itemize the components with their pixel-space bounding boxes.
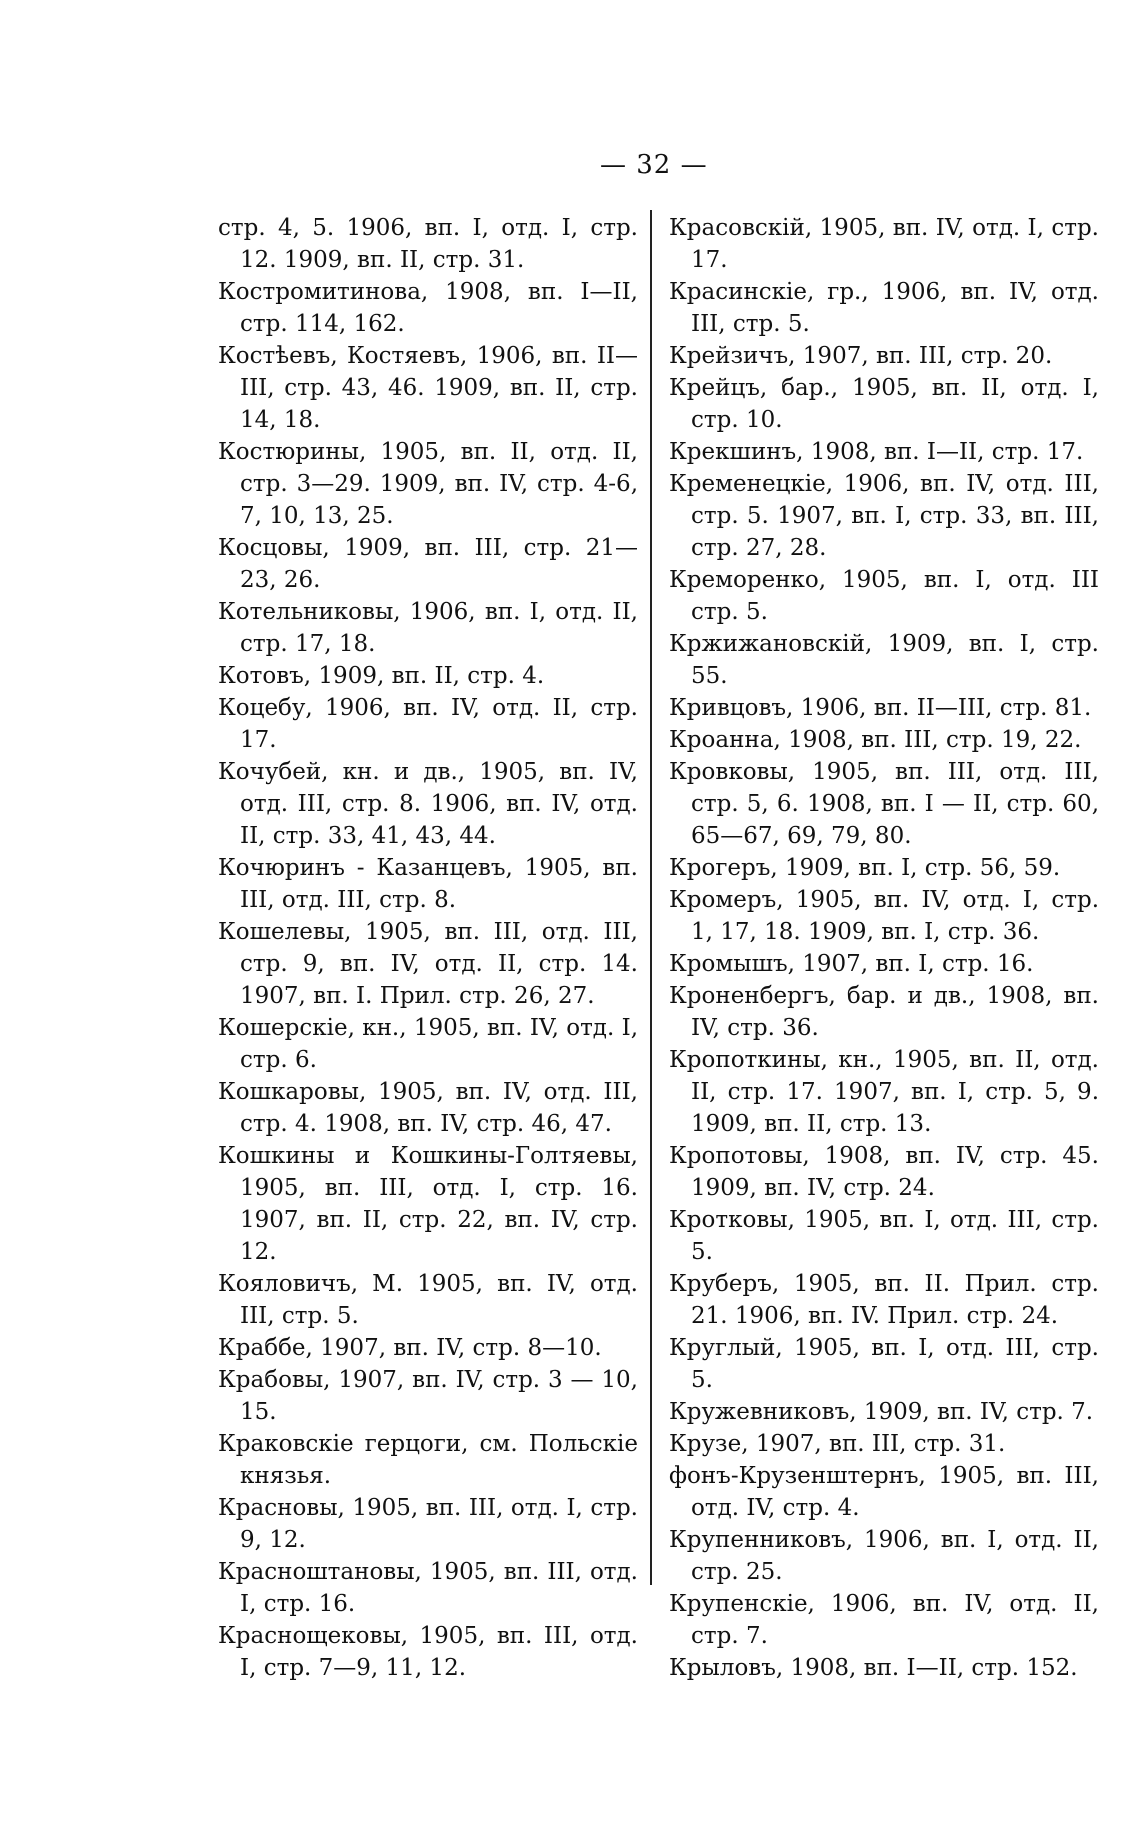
index-entry: Коцебу, 1906, вп. IV, отд. II, стр. 17. bbox=[218, 695, 638, 753]
index-entry: Крейзичъ, 1907, вп. III, стр. 20. bbox=[669, 343, 1053, 369]
index-entry: Костѣевъ, Костяевъ, 1906, вп. II—III, стр. 43, 46. 1909, вп. II, стр. 14, 18. bbox=[218, 343, 638, 433]
index-entry: Кружевниковъ, 1909, вп. IV, стр. 7. bbox=[669, 1399, 1094, 1425]
index-entry: Кошерскіе, кн., 1905, вп. IV, отд. I, стр. 6. bbox=[218, 1015, 638, 1073]
index-entry: Кочубей, кн. и дв., 1905, вп. IV, отд. III, стр. 8. 1906, вп. IV, отд. II, стр. 33, 41, 43, 44. bbox=[218, 759, 638, 849]
index-entry: Костромитинова, 1908, вп. I—II, стр. 114, 162. bbox=[218, 279, 638, 337]
column-divider bbox=[650, 210, 652, 1585]
index-entry: Краббе, 1907, вп. IV, стр. 8—10. bbox=[218, 1335, 602, 1361]
index-entry: Креморенко, 1905, вп. I, отд. III стр. 5. bbox=[669, 567, 1099, 625]
index-entry: Крогеръ, 1909, вп. I, стр. 56, 59. bbox=[669, 855, 1061, 881]
index-entry: Крузе, 1907, вп. III, стр. 31. bbox=[669, 1431, 1006, 1457]
index-entry: Котовъ, 1909, вп. II, стр. 4. bbox=[218, 663, 545, 689]
index-entry: Круглый, 1905, вп. I, отд. III, стр. 5. bbox=[669, 1335, 1099, 1393]
index-entry: Кржижановскій, 1909, вп. I, стр. 55. bbox=[669, 631, 1099, 689]
index-entry: Котельниковы, 1906, вп. I, отд. II, стр. 17, 18. bbox=[218, 599, 638, 657]
index-entry: Кропотовы, 1908, вп. IV, стр. 45. 1909, вп. IV, стр. 24. bbox=[669, 1143, 1099, 1201]
index-entry: Краковскіе герцоги, см. Польскіе князья. bbox=[218, 1431, 638, 1489]
index-entry: Красинскіе, гр., 1906, вп. IV, отд. III, стр. 5. bbox=[669, 279, 1099, 337]
index-entry: Косцовы, 1909, вп. III, стр. 21—23, 26. bbox=[218, 535, 638, 593]
index-entry: Кроанна, 1908, вп. III, стр. 19, 22. bbox=[669, 727, 1082, 753]
page-number: — 32 — bbox=[600, 150, 708, 180]
index-entry: Крупенскіе, 1906, вп. IV, отд. II, стр. 7. bbox=[669, 1591, 1099, 1649]
left-column bbox=[218, 212, 638, 1684]
index-entry: Краснощековы, 1905, вп. III, отд. I, стр. 7—9, 11, 12. bbox=[218, 1623, 638, 1681]
index-entry: Крабовы, 1907, вп. IV, стр. 3 — 10, 15. bbox=[218, 1367, 638, 1425]
index-entry: Круберъ, 1905, вп. II. Прил. стр. 21. 1906, вп. IV. Прил. стр. 24. bbox=[669, 1271, 1099, 1329]
index-entry: Кромышъ, 1907, вп. I, стр. 16. bbox=[669, 951, 1034, 977]
right-column bbox=[669, 212, 1099, 1684]
index-entry: Красноштановы, 1905, вп. III, отд. I, стр. 16. bbox=[218, 1559, 638, 1617]
index-entry: Кояловичъ, М. 1905, вп. IV, отд. III, стр. 5. bbox=[218, 1271, 638, 1329]
index-entry: Крейцъ, бар., 1905, вп. II, отд. I, стр. 10. bbox=[669, 375, 1099, 433]
index-entry: Красновы, 1905, вп. III, отд. I, стр. 9, 12. bbox=[218, 1495, 638, 1553]
index-entry: Кроненбергъ, бар. и дв., 1908, вп. IV, стр. 36. bbox=[669, 983, 1099, 1041]
index-entry: Кровковы, 1905, вп. III, отд. III, стр. 5, 6. 1908, вп. I — II, стр. 60, 65—67, 69, 79, 80. bbox=[669, 759, 1099, 849]
index-entry: Красовскій, 1905, вп. IV, отд. I, стр. 17. bbox=[669, 215, 1099, 273]
index-entry: Крупенниковъ, 1906, вп. I, отд. II, стр. 25. bbox=[669, 1527, 1099, 1585]
index-entry: стр. 4, 5. 1906, вп. I, отд. I, стр. 12. 1909, вп. II, стр. 31. bbox=[218, 215, 638, 273]
index-entry: Кошкины и Кошкины-Голтяевы, 1905, вп. III, отд. I, стр. 16. 1907, вп. II, стр. 22, вп. IV, стр. 12. bbox=[218, 1143, 638, 1265]
index-entry: Кривцовъ, 1906, вп. II—III, стр. 81. bbox=[669, 695, 1092, 721]
index-entry: фонъ-Крузенштернъ, 1905, вп. III, отд. IV, стр. 4. bbox=[669, 1463, 1099, 1521]
index-entry: Кочюринъ - Казанцевъ, 1905, вп. III, отд. III, стр. 8. bbox=[218, 855, 638, 913]
index-entry: Кременецкіе, 1906, вп. IV, отд. III, стр. 5. 1907, вп. I, стр. 33, вп. III, стр. 27, 28. bbox=[669, 471, 1099, 561]
index-entry: Кропоткины, кн., 1905, вп. II, отд. II, стр. 17. 1907, вп. I, стр. 5, 9. 1909, вп. II, стр. 13. bbox=[669, 1047, 1099, 1137]
index-entry: Крыловъ, 1908, вп. I—II, стр. 152. bbox=[669, 1655, 1078, 1681]
index-entry: Кошелевы, 1905, вп. III, отд. III, стр. 9, вп. IV, отд. II, стр. 14. 1907, вп. I. Прил. стр. 26, 27. bbox=[218, 919, 638, 1009]
index-entry: Костюрины, 1905, вп. II, отд. II, стр. 3—29. 1909, вп. IV, стр. 4-6, 7, 10, 13, 25. bbox=[218, 439, 638, 529]
index-entry: Кошкаровы, 1905, вп. IV, отд. III, стр. 4. 1908, вп. IV, стр. 46, 47. bbox=[218, 1079, 638, 1137]
index-entry: Кромеръ, 1905, вп. IV, отд. I, стр. 1, 17, 18. 1909, вп. I, стр. 36. bbox=[669, 887, 1099, 945]
index-entry: Крекшинъ, 1908, вп. I—II, стр. 17. bbox=[669, 439, 1084, 465]
index-entry: Кротковы, 1905, вп. I, отд. III, стр. 5. bbox=[669, 1207, 1099, 1265]
